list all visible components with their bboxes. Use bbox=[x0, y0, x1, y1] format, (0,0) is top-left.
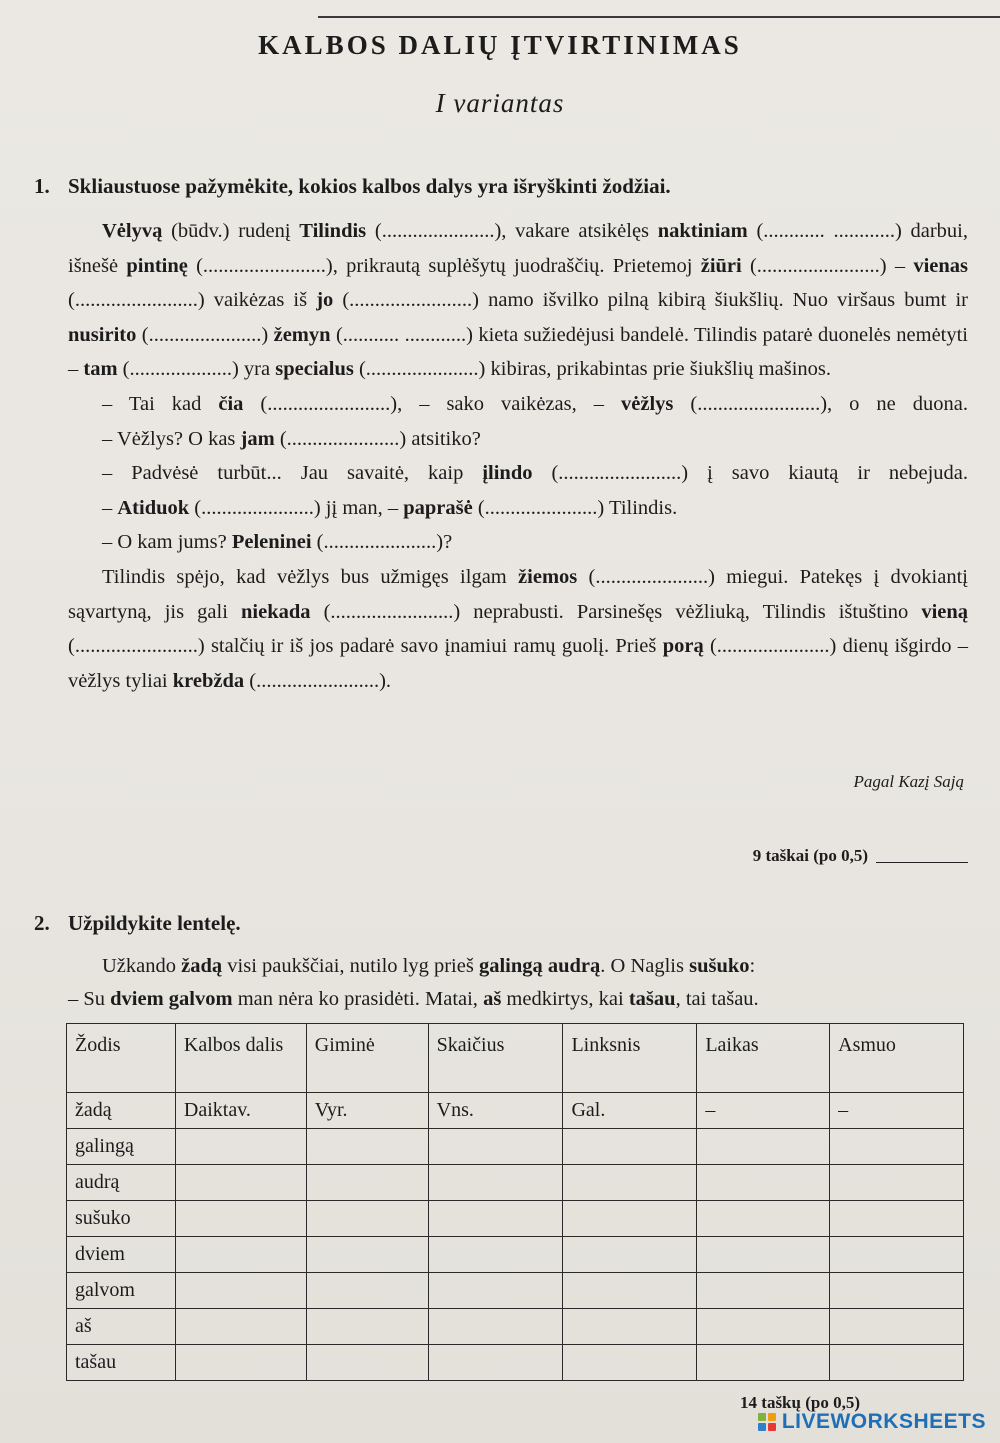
answer-cell[interactable] bbox=[563, 1201, 697, 1237]
story-paragraph: Vėlyvą (būdv.) rudenį Tilindis (......................), vakare atsikėlęs naktiniam (............ ............) darbui, išnešė pintinę (........................), prikrautą suplėšytų juodraščių. Prietemoj žiūri (........................) – vienas (........................) vaikėzas iš jo (........................) namo išvilko pilną kibirą šiukšlių. Nuo viršaus bumt ir nusirito (......................) žemyn (........... ............) kieta sužiedėjusi bandelė. Tilindis patarė duonelės nemėtyti – tam (....................) yra specialus (......................) kibiras, prikabintas prie šiukšlių mašinos. bbox=[68, 220, 969, 381]
answer-cell[interactable] bbox=[175, 1165, 306, 1201]
task1-heading bbox=[34, 174, 671, 199]
column-header: Žodis bbox=[67, 1024, 176, 1093]
answer-cell[interactable] bbox=[306, 1273, 428, 1309]
task2-paragraph: – Su dviem galvom man nėra ko prasidėti. Matai, aš medkirtys, kai tašau, tai tašau. bbox=[68, 988, 759, 1010]
answer-cell[interactable] bbox=[175, 1201, 306, 1237]
answer-cell[interactable] bbox=[428, 1237, 563, 1273]
word-cell: galvom bbox=[67, 1273, 176, 1309]
story-paragraph: – Vėžlys? O kas jam (......................) atsitiko? bbox=[102, 427, 481, 450]
table-header-row bbox=[67, 1024, 964, 1093]
answer-cell[interactable] bbox=[697, 1165, 830, 1201]
variant-subtitle: I variantas bbox=[435, 88, 565, 118]
answer-cell[interactable] bbox=[428, 1165, 563, 1201]
task2-points: 14 taškų (po 0,5) bbox=[740, 1393, 860, 1412]
answer-cell[interactable] bbox=[697, 1129, 830, 1165]
task1-story bbox=[68, 214, 968, 698]
answer-cell[interactable] bbox=[563, 1237, 697, 1273]
answer-cell[interactable] bbox=[306, 1237, 428, 1273]
liveworksheets-logo bbox=[758, 1408, 986, 1436]
column-header: Laikas bbox=[697, 1024, 830, 1093]
task2-text bbox=[68, 950, 968, 1016]
task1-number: 1. bbox=[34, 174, 50, 198]
top-rule bbox=[318, 16, 1000, 18]
story-paragraph: – Tai kad čia (........................), – sako vaikėzas, – vėžlys (........................), o ne duona. bbox=[102, 392, 968, 415]
column-header: Asmuo bbox=[830, 1024, 964, 1093]
answer-cell[interactable] bbox=[563, 1309, 697, 1345]
answer-cell[interactable]: – bbox=[830, 1093, 964, 1129]
answer-cell[interactable] bbox=[306, 1345, 428, 1381]
answer-cell[interactable] bbox=[428, 1129, 563, 1165]
answer-cell[interactable]: Vyr. bbox=[306, 1093, 428, 1129]
table-row bbox=[67, 1093, 964, 1129]
task1-points bbox=[753, 846, 968, 866]
answer-cell[interactable] bbox=[830, 1165, 964, 1201]
answer-cell[interactable] bbox=[306, 1129, 428, 1165]
score-blank[interactable] bbox=[876, 862, 968, 863]
table-row bbox=[67, 1273, 964, 1309]
answer-cell[interactable]: Daiktav. bbox=[175, 1093, 306, 1129]
word-cell: aš bbox=[67, 1309, 176, 1345]
source-author: Pagal Kazį Sają bbox=[853, 772, 964, 791]
page-title: KALBOS DALIŲ ĮTVIRTINIMAS bbox=[258, 30, 742, 60]
answer-cell[interactable] bbox=[697, 1345, 830, 1381]
answer-cell[interactable]: Vns. bbox=[428, 1093, 563, 1129]
answer-cell[interactable] bbox=[830, 1273, 964, 1309]
answer-cell[interactable] bbox=[306, 1309, 428, 1345]
answer-cell[interactable] bbox=[428, 1309, 563, 1345]
answer-cell[interactable] bbox=[428, 1273, 563, 1309]
answer-cell[interactable] bbox=[563, 1129, 697, 1165]
task2-number: 2. bbox=[34, 911, 50, 935]
table-row bbox=[67, 1309, 964, 1345]
word-cell: galingą bbox=[67, 1129, 176, 1165]
answer-cell[interactable] bbox=[697, 1201, 830, 1237]
table-row bbox=[67, 1345, 964, 1381]
story-paragraph: – Atiduok (......................) jį man, – paprašė (......................) Tilindis. bbox=[102, 496, 678, 519]
answer-cell[interactable] bbox=[428, 1345, 563, 1381]
task2-heading-text: Užpildykite lentelę. bbox=[68, 911, 241, 935]
word-cell: dviem bbox=[67, 1237, 176, 1273]
answer-cell[interactable] bbox=[563, 1273, 697, 1309]
answer-cell[interactable]: – bbox=[697, 1093, 830, 1129]
answer-cell[interactable] bbox=[697, 1273, 830, 1309]
answer-cell[interactable] bbox=[175, 1273, 306, 1309]
column-header: Kalbos dalis bbox=[175, 1024, 306, 1093]
table-row bbox=[67, 1237, 964, 1273]
answer-cell[interactable] bbox=[175, 1237, 306, 1273]
logo-blocks-icon bbox=[758, 1413, 776, 1431]
answer-cell[interactable] bbox=[175, 1129, 306, 1165]
answer-cell[interactable] bbox=[563, 1165, 697, 1201]
answer-cell[interactable] bbox=[697, 1309, 830, 1345]
answer-cell[interactable] bbox=[830, 1129, 964, 1165]
task2-paragraph: Užkando žadą visi paukščiai, nutilo lyg prieš galingą audrą. O Naglis sušuko: bbox=[102, 955, 756, 977]
task2-heading bbox=[34, 911, 241, 936]
column-header: Linksnis bbox=[563, 1024, 697, 1093]
story-paragraph: Tilindis spėjo, kad vėžlys bus užmigęs ilgam žiemos (......................) miegui. Patekęs į dvokiantį sąvartyną, jis gali niekada (........................) neprabusti. Parsinešęs vėžliuką, Tilindis ištuštino vieną (........................) stalčių ir iš jos padarė savo įnamiui ramų guolį. Prieš porą (......................) dienų išgirdo – vėžlys tyliai krebžda (........................). bbox=[68, 565, 969, 692]
column-header: Giminė bbox=[306, 1024, 428, 1093]
table-row bbox=[67, 1129, 964, 1165]
task1-heading-text: Skliaustuose pažymėkite, kokios kalbos dalys yra išryškinti žodžiai. bbox=[68, 174, 671, 198]
task1-points-text: 9 taškai (po 0,5) bbox=[752, 846, 868, 865]
story-paragraph: – Padvėsė turbūt... Jau savaitė, kaip įlindo (........................) į savo kiautą ir nebejuda. bbox=[102, 462, 969, 485]
answer-cell[interactable] bbox=[830, 1237, 964, 1273]
word-cell: žadą bbox=[67, 1093, 176, 1129]
answer-table bbox=[66, 1023, 964, 1381]
answer-cell[interactable] bbox=[306, 1165, 428, 1201]
logo-text: LIVEWORKSHEETS bbox=[781, 1410, 986, 1433]
table-row bbox=[67, 1201, 964, 1237]
answer-cell[interactable] bbox=[830, 1201, 964, 1237]
story-paragraph: – O kam jums? Peleninei (......................)? bbox=[102, 531, 453, 554]
table-row bbox=[67, 1165, 964, 1201]
answer-cell[interactable] bbox=[830, 1345, 964, 1381]
answer-cell[interactable] bbox=[697, 1237, 830, 1273]
answer-cell[interactable] bbox=[175, 1309, 306, 1345]
answer-cell[interactable] bbox=[428, 1201, 563, 1237]
answer-cell[interactable] bbox=[175, 1345, 306, 1381]
word-cell: tašau bbox=[67, 1345, 176, 1381]
column-header: Skaičius bbox=[428, 1024, 563, 1093]
answer-cell[interactable] bbox=[563, 1345, 697, 1381]
answer-cell[interactable] bbox=[830, 1309, 964, 1345]
answer-cell[interactable]: Gal. bbox=[563, 1093, 697, 1129]
word-cell: sušuko bbox=[67, 1201, 176, 1237]
answer-cell[interactable] bbox=[306, 1201, 428, 1237]
word-cell: audrą bbox=[67, 1165, 176, 1201]
